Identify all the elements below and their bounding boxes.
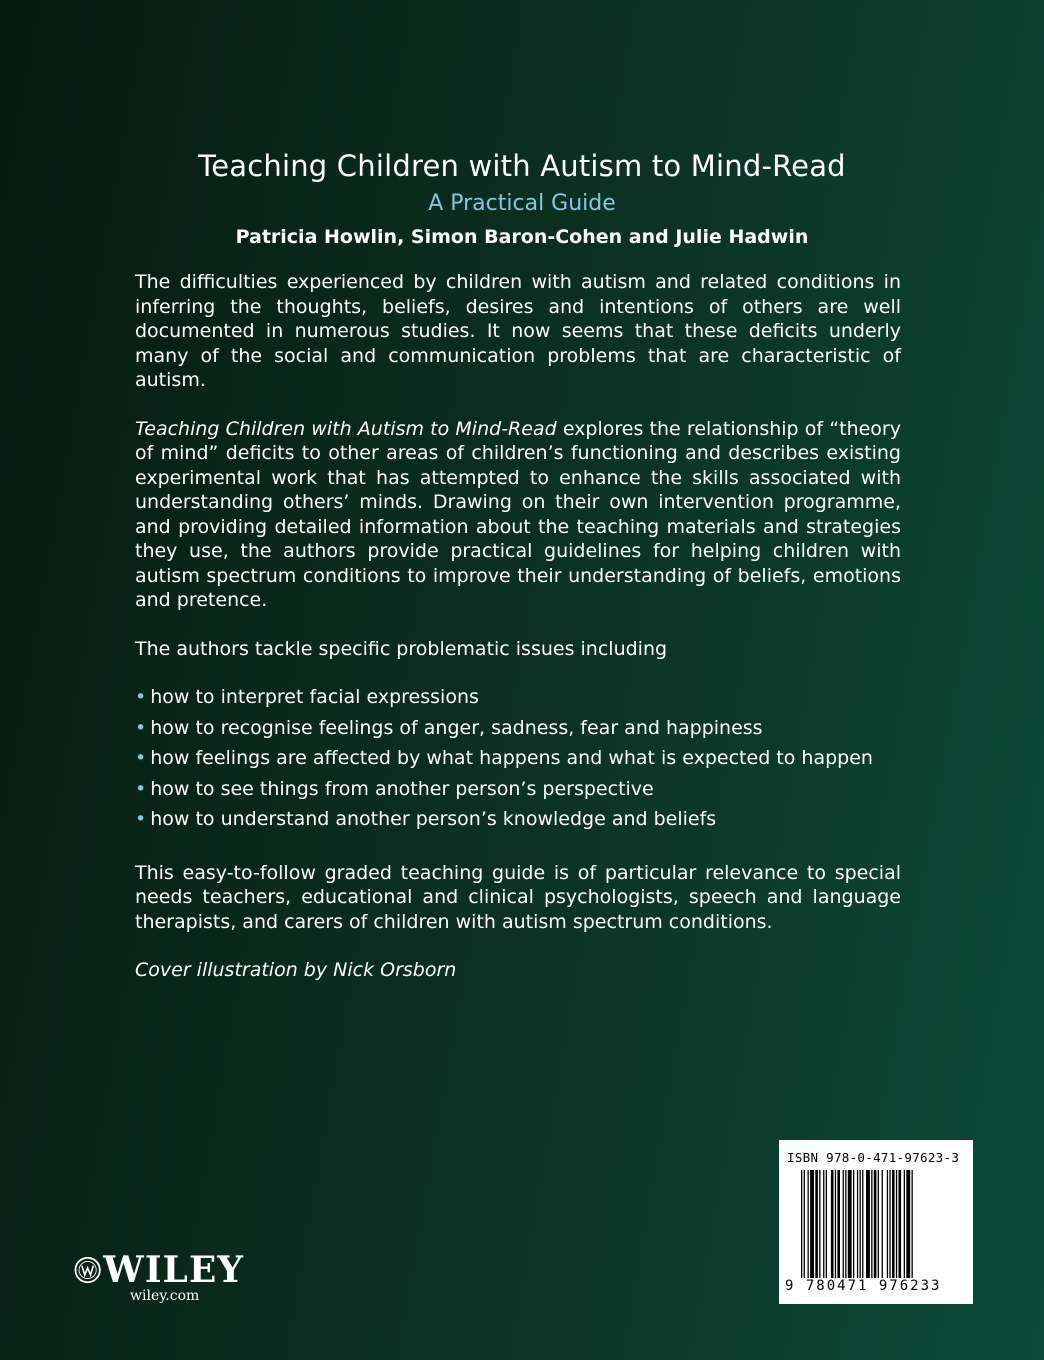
barcode-bar xyxy=(906,1170,910,1278)
list-item: • how to recognise feelings of anger, sadness, fear and happiness xyxy=(135,716,763,739)
publisher-url: wiley.com xyxy=(130,1288,200,1304)
barcode-bar xyxy=(904,1170,905,1278)
blurb-paragraph-3: This easy-to-follow graded teaching guide is of particular relevance to special needs teachers, educational and clinical psychologists, speech and language therapists, and carers of children with autism spectrum conditions. xyxy=(135,861,901,933)
illustration-credit: Cover illustration by Nick Orsborn xyxy=(135,959,457,981)
blurb-paragraph-2 xyxy=(135,417,901,613)
barcode-digits: 9 780471 976233 xyxy=(785,1278,942,1294)
barcode-bar xyxy=(845,1170,846,1278)
book-subtitle: A Practical Guide xyxy=(428,191,616,216)
barcode-bar xyxy=(860,1170,861,1278)
barcode-bar xyxy=(835,1170,836,1278)
barcode-bar xyxy=(892,1170,895,1278)
bullet-icon: • xyxy=(135,777,147,800)
barcode-bar xyxy=(848,1170,852,1278)
barcode-bar xyxy=(826,1170,827,1278)
barcode-bar xyxy=(837,1170,840,1278)
barcode-bar xyxy=(823,1170,824,1278)
blurb xyxy=(135,270,901,983)
bullet-icon: • xyxy=(135,686,147,708)
barcode-bar xyxy=(882,1170,883,1278)
issues-list xyxy=(135,685,901,832)
barcode-bar xyxy=(887,1170,888,1278)
barcode-bar xyxy=(853,1170,854,1278)
title-reference: Teaching Children with Autism to Mind-Read xyxy=(135,417,557,440)
wiley-emblem-icon xyxy=(74,1251,101,1289)
bullet-icon: • xyxy=(135,747,147,769)
barcode-bar xyxy=(871,1170,872,1278)
barcode-bar xyxy=(899,1170,902,1278)
barcode-bar xyxy=(889,1170,890,1278)
book-authors: Patricia Howlin, Simon Baron-Cohen and Julie Hadwin xyxy=(235,226,809,248)
isbn-barcode xyxy=(779,1140,973,1304)
list-item: • how feelings are affected by what happens and what is expected to happen xyxy=(135,747,873,769)
isbn-label: ISBN 978-0-471-97623-3 xyxy=(787,1150,960,1165)
barcode-bar xyxy=(896,1170,897,1278)
issues-lead: The authors tackle specific problematic issues including xyxy=(135,637,668,660)
publisher-name: WILEY xyxy=(103,1249,244,1291)
barcode-bar xyxy=(804,1170,805,1278)
barcode-bar xyxy=(874,1170,877,1278)
bullet-icon: • xyxy=(135,716,147,739)
barcode-bar xyxy=(857,1170,858,1278)
barcode-bar xyxy=(862,1170,863,1278)
book-title: Teaching Children with Autism to Mind-Read xyxy=(198,149,846,183)
barcode-bar xyxy=(801,1170,802,1278)
bullet-icon: • xyxy=(135,808,147,830)
barcode-bar xyxy=(815,1170,818,1278)
list-item: • how to interpret facial expressions xyxy=(135,686,479,708)
barcode-bars xyxy=(801,1170,961,1278)
header xyxy=(0,146,1044,252)
barcode-bar xyxy=(810,1170,814,1278)
list-item: • how to understand another person’s knowledge and beliefs xyxy=(135,808,717,830)
barcode-bar xyxy=(866,1170,870,1278)
barcode-bar xyxy=(808,1170,809,1278)
publisher-logo xyxy=(74,1250,244,1304)
barcode-bar xyxy=(843,1170,844,1278)
barcode-bar xyxy=(878,1170,879,1278)
barcode-bar xyxy=(831,1170,834,1278)
blurb-paragraph-2-text: explores the relationship of “theory of mind” deficits to other areas of children’s functioning and describes existing experimental work that has attempted to enhance the skills associated with understanding others’ minds. Drawing on their own intervention programme, and providing detailed information about the teaching materials and strategies they use, the authors provide practical guidelines for helping children with autism spectrum conditions to improve their understanding of beliefs, emotions and pretence. xyxy=(135,417,901,611)
barcode-bar xyxy=(912,1170,913,1278)
list-item: • how to see things from another person’s perspective xyxy=(135,777,654,800)
barcode-bar xyxy=(819,1170,820,1278)
blurb-paragraph-1: The difficulties experienced by children with autism and related conditions in inferring the thoughts, beliefs, desires and intentions of others are well documented in numerous studies. It now seems that these deficits underly many of the social and communication problems that are characteristic of autism. xyxy=(135,271,901,391)
